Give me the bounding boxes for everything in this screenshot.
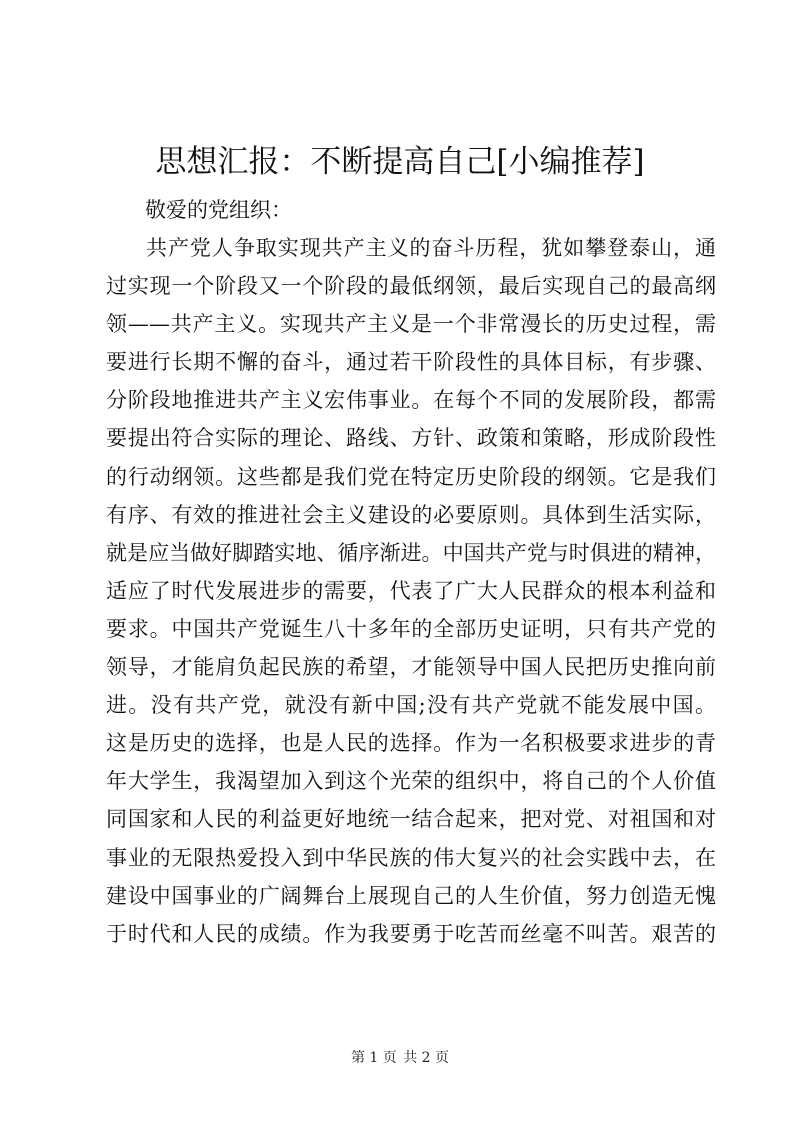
body-paragraph (106, 229, 716, 953)
salutation: 敬爱的党组织： (145, 198, 292, 222)
text-line: 过实现一个阶段又一个阶段的最低纲领，最后实现自己的最高纲 (106, 274, 716, 299)
text-line: 要进行长期不懈的奋斗，通过若干阶段性的具体目标，有步骤、 (106, 350, 716, 375)
text-line: 分阶段地推进共产主义宏伟事业。在每个不同的发展阶段，都需 (106, 388, 716, 413)
text-line: 要提出符合实际的理论、路线、方针、政策和策略，形成阶段性 (106, 426, 716, 451)
text-line: 年大学生，我渴望加入到这个光荣的组织中，将自己的个人价值 (106, 769, 716, 794)
text-line: 领导，才能肩负起民族的希望，才能领导中国人民把历史推向前 (106, 655, 716, 680)
text-line: 要求。中国共产党诞生八十多年的全部历史证明，只有共产党的 (106, 616, 716, 641)
text-line: 领——共产主义。实现共产主义是一个非常漫长的历史过程，需 (106, 312, 716, 337)
text-line: 于时代和人民的成绩。作为我要勇于吃苦而丝毫不叫苦。艰苦的 (106, 921, 716, 946)
text-line: 适应了时代发展进步的需要，代表了广大人民群众的根本利益和 (106, 578, 716, 603)
text-line: 共产党人争取实现共产主义的奋斗历程，犹如攀登泰山，通 (146, 236, 716, 260)
text-line: 这是历史的选择，也是人民的选择。作为一名积极要求进步的青 (106, 731, 716, 756)
text-line: 进。没有共产党，就没有新中国;没有共产党就不能发展中国。 (106, 693, 716, 718)
text-line: 的行动纲领。这些都是我们党在特定历史阶段的纲领。它是我们 (106, 464, 716, 489)
text-line: 建设中国事业的广阔舞台上展现自己的人生价值，努力创造无愧 (106, 883, 716, 908)
text-line: 有序、有效的推进社会主义建设的必要原则。具体到生活实际， (106, 502, 716, 527)
text-line: 事业的无限热爱投入到中华民族的伟大复兴的社会实践中去，在 (106, 845, 716, 870)
page-number: 第 1 页 (350, 1050, 397, 1066)
page-footer (0, 1048, 800, 1068)
page-title: 思想汇报：不断提高自己[小编推荐] (155, 144, 645, 180)
page-total: 共 2 页 (403, 1050, 450, 1066)
text-line: 就是应当做好脚踏实地、循序渐进。中国共产党与时俱进的精神， (106, 540, 716, 565)
text-line: 同国家和人民的利益更好地统一结合起来，把对党、对祖国和对 (106, 807, 716, 832)
